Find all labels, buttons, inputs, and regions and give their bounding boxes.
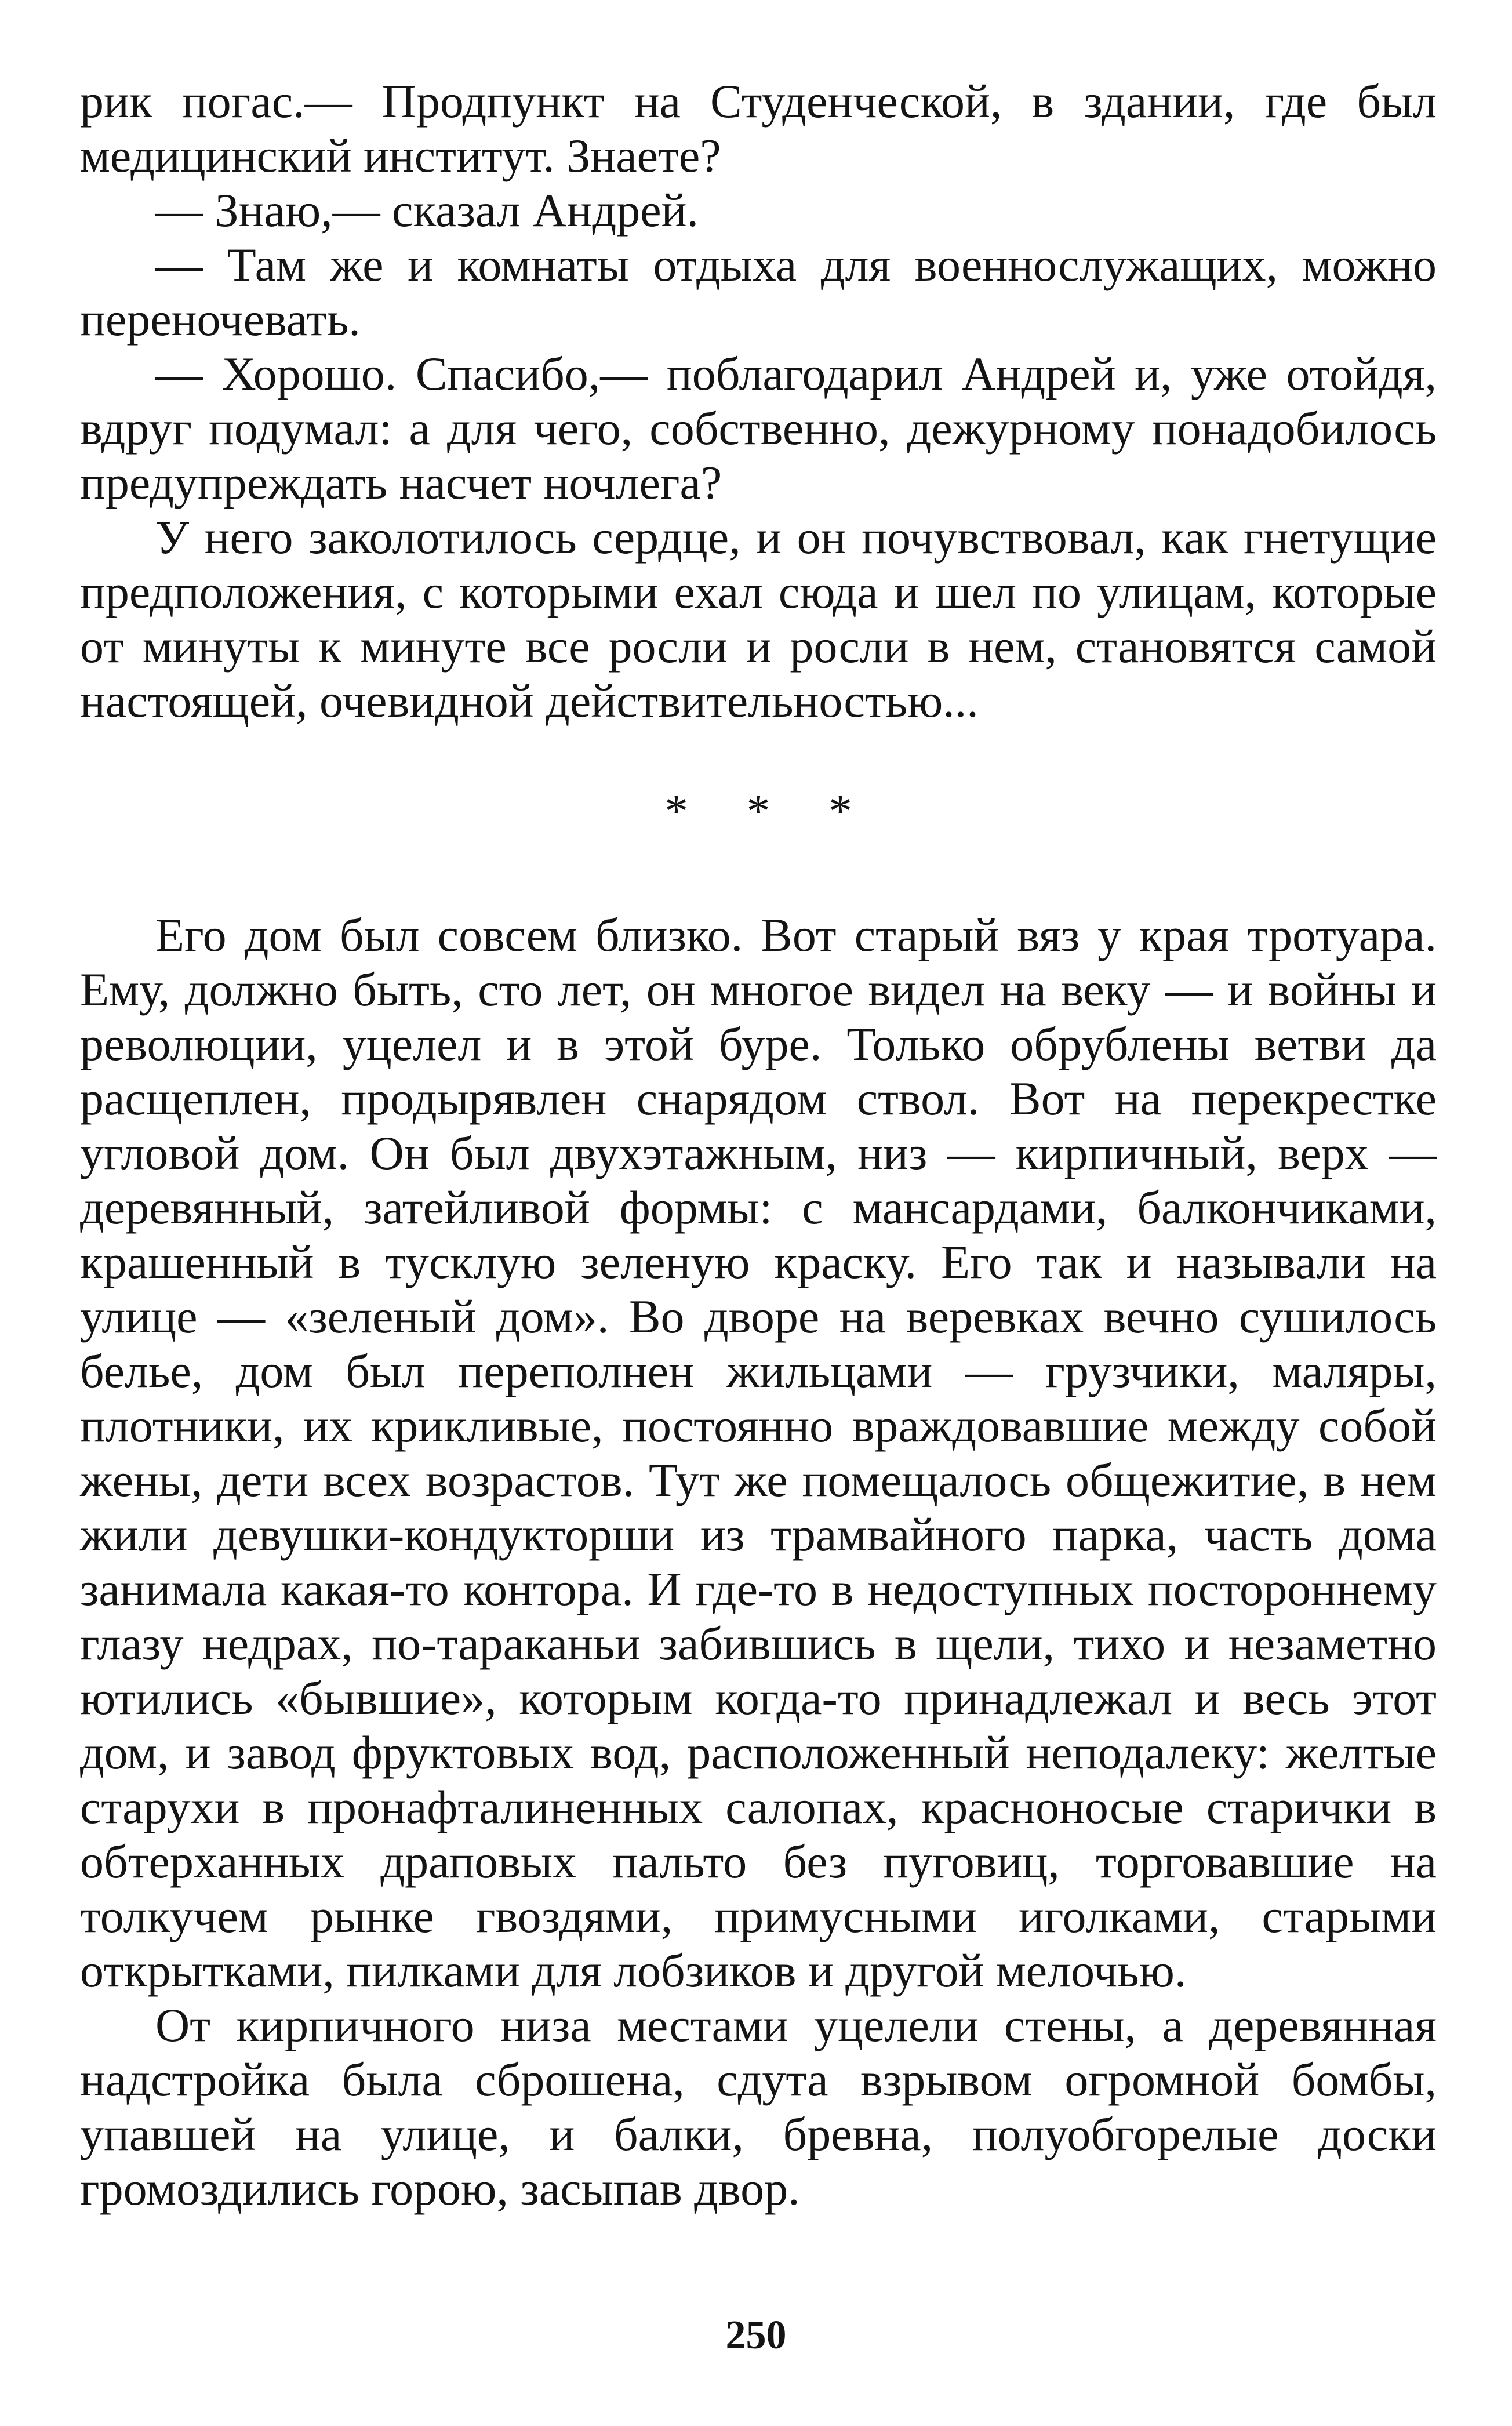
paragraph-continuation: рик погас.— Продпункт на Студенческой, в здании, где был медицинский институт. Знаете?	[80, 75, 1437, 182]
paragraph-dialogue: — Там же и комнаты отдыха для военнослужащих, можно переночевать.	[80, 238, 1437, 346]
paragraph-dialogue: — Знаю,— сказал Андрей.	[155, 184, 699, 237]
paragraph: У него заколотилось сердце, и он почувствовал, как гнетущие предположения, с которыми ехал сюда и шел по улицам, которые от минуты к минуте все росли и росли в нем, становятся самой настоящей, очевидной действительностью...	[80, 511, 1437, 727]
section-separator: * * *	[664, 785, 875, 837]
page-text	[80, 74, 1437, 2216]
paragraph-dialogue: — Хорошо. Спасибо,— поблагодарил Андрей и, уже отойдя, вдруг подумал: а для чего, собственно, дежурному понадобилось предупреждать насчет ночлега?	[80, 347, 1437, 509]
paragraph: Его дом был совсем близко. Вот старый вяз у края тротуара. Ему, должно быть, сто лет, он многое видел на веку — и войны и революции, уцелел и в этой буре. Только обрублены ветви да расщеплен, продырявлен снарядом ствол. Вот на перекрестке угловой дом. Он был двухэтажным, низ — кирпичный, верх — деревянный, затейливой формы: с мансардами, балкончиками, крашенный в тусклую зеленую краску. Его так и называли на улице — «зеленый дом». Во дворе на веревках вечно сушилось белье, дом был переполнен жильцами — грузчики, маляры, плотники, их крикливые, постоянно враждовавшие между собой жены, дети всех возрастов. Тут же помещалось общежитие, в нем жили девушки-кондукторши из трамвайного парка, часть дома занимала какая-то контора. И где-то в недоступных постороннему глазу недрах, по-тараканьи забившись в щели, тихо и незаметно ютились «бывшие», которым когда-то принадлежал и весь этот дом, и завод фруктовых вод, расположенный неподалеку: желтые старухи в пронафталиненных салопах, красноносые старички в обтерханных драповых пальто без пуговиц, торговавшие на толкучем рынке гвоздями, примусными иголками, старыми открытками, пилками для лобзиков и другой мелочью.	[80, 909, 1437, 1997]
paragraph: От кирпичного низа местами уцелели стены, а деревянная надстройка была сброшена, сдута взрывом огромной бомбы, упавшей на улице, и балки, бревна, полуобгорелые доски громоздились горою, засыпав двор.	[80, 1999, 1437, 2215]
page-number: 250	[725, 2313, 787, 2358]
